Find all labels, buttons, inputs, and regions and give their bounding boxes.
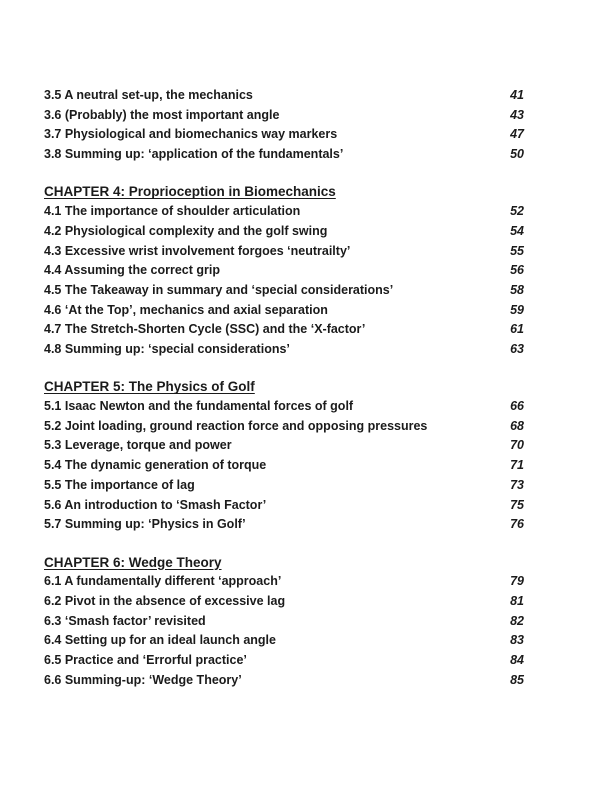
toc-entry-page-number: 55 — [510, 243, 524, 258]
toc-entry-page-number: 54 — [510, 223, 524, 238]
toc-entry-title: 4.6 ‘At the Top’, mechanics and axial separation — [44, 302, 328, 317]
toc-entry-title: 4.8 Summing up: ‘special considerations’ — [44, 342, 290, 357]
toc-entry-page-number: 85 — [510, 672, 524, 687]
toc-entry-title: 4.4 Assuming the correct grip — [44, 263, 220, 278]
toc-entry-title: 6.3 ‘Smash factor’ revisited — [44, 613, 206, 628]
toc-entry-page-number: 66 — [510, 399, 524, 414]
toc-entry-page-number: 56 — [510, 263, 524, 278]
toc-entry — [44, 281, 524, 301]
toc-entry-title: 5.6 An introduction to ‘Smash Factor’ — [44, 497, 267, 512]
toc-entry-title: 6.5 Practice and ‘Errorful practice’ — [44, 653, 247, 668]
chapter-heading: CHAPTER 4: Proprioception in Biomechanics — [44, 184, 336, 200]
toc-entry-page-number: 61 — [510, 322, 524, 337]
toc-entry-title: 4.7 The Stretch-Shorten Cycle (SSC) and the ‘X-factor’ — [44, 322, 366, 337]
toc-entry — [44, 145, 524, 165]
toc-entry — [44, 301, 524, 321]
chapter-heading: CHAPTER 5: The Physics of Golf — [44, 379, 255, 395]
toc-entry-title: 5.7 Summing up: ‘Physics in Golf’ — [44, 517, 246, 532]
toc-entry-page-number: 73 — [510, 477, 524, 492]
toc-entry — [44, 340, 524, 360]
toc-entry — [44, 671, 524, 691]
toc-entry-page-number: 75 — [510, 497, 524, 512]
toc-entry-page-number: 63 — [510, 342, 524, 357]
toc-entry-page-number: 47 — [510, 127, 524, 142]
toc-entry-title: 4.3 Excessive wrist involvement forgoes ‘neutrailty’ — [44, 243, 351, 258]
toc-entry-page-number: 59 — [510, 302, 524, 317]
toc-entry — [44, 612, 524, 632]
toc-entry — [44, 222, 524, 242]
toc-entry — [44, 242, 524, 262]
toc-entry-page-number: 58 — [510, 282, 524, 297]
chapter-heading: CHAPTER 6: Wedge Theory — [44, 554, 222, 570]
toc-entry — [44, 476, 524, 496]
toc-entry — [44, 417, 524, 437]
toc-entry-page-number: 41 — [510, 88, 524, 102]
toc-entry — [44, 320, 524, 340]
toc-entry-title: 3.5 A neutral set-up, the mechanics — [44, 88, 253, 102]
toc-entry-title: 5.2 Joint loading, ground reaction force and opposing pressures — [44, 418, 428, 433]
toc-entry — [44, 456, 524, 476]
toc-entry-title: 6.2 Pivot in the absence of excessive lag — [44, 593, 286, 608]
toc-entry-title: 3.8 Summing up: ‘application of the fundamentals’ — [44, 147, 344, 162]
toc-entry-page-number: 52 — [510, 204, 524, 219]
toc-entry — [44, 202, 524, 222]
toc-entry-title: 5.4 The dynamic generation of torque — [44, 458, 267, 473]
toc-entry-page-number: 83 — [510, 633, 524, 648]
toc-entry-title: 6.4 Setting up for an ideal launch angle — [44, 633, 276, 648]
toc-entry-page-number: 68 — [510, 418, 524, 433]
toc-entry-title: 4.5 The Takeaway in summary and ‘special considerations’ — [44, 282, 394, 297]
toc-entry-title: 6.1 A fundamentally different ‘approach’ — [44, 574, 282, 589]
toc-entry — [44, 261, 524, 281]
toc-entry-page-number: 50 — [510, 147, 524, 162]
toc-entry-page-number: 70 — [510, 438, 524, 453]
toc-entry-page-number: 81 — [510, 593, 524, 608]
toc-entry — [44, 572, 524, 592]
toc-entry-title: 5.5 The importance of lag — [44, 477, 195, 492]
toc-entry — [44, 515, 524, 535]
toc-entry — [44, 436, 524, 456]
toc-entry — [44, 651, 524, 671]
toc-entry-title: 3.6 (Probably) the most important angle — [44, 107, 280, 122]
toc-entry-page-number: 79 — [510, 574, 524, 589]
toc-entry-page-number: 82 — [510, 613, 524, 628]
toc-entry — [44, 631, 524, 651]
toc-entry — [44, 86, 524, 106]
toc-entry-title: 6.6 Summing-up: ‘Wedge Theory’ — [44, 672, 242, 687]
toc-entry — [44, 592, 524, 612]
toc-entry-page-number: 71 — [510, 458, 524, 473]
toc-entry — [44, 397, 524, 417]
toc-entry-title: 5.3 Leverage, torque and power — [44, 438, 232, 453]
toc-entry-page-number: 76 — [510, 517, 524, 532]
toc-entry-title: 5.1 Isaac Newton and the fundamental forces of golf — [44, 399, 354, 414]
toc-entry — [44, 106, 524, 126]
table-of-contents — [44, 86, 524, 690]
toc-entry — [44, 125, 524, 145]
toc-entry — [44, 496, 524, 516]
toc-entry-page-number: 84 — [510, 653, 524, 668]
toc-entry-title: 4.2 Physiological complexity and the golf swing — [44, 223, 328, 238]
toc-entry-title: 4.1 The importance of shoulder articulation — [44, 204, 301, 219]
toc-entry-title: 3.7 Physiological and biomechanics way markers — [44, 127, 338, 142]
toc-entry-page-number: 43 — [510, 107, 524, 122]
